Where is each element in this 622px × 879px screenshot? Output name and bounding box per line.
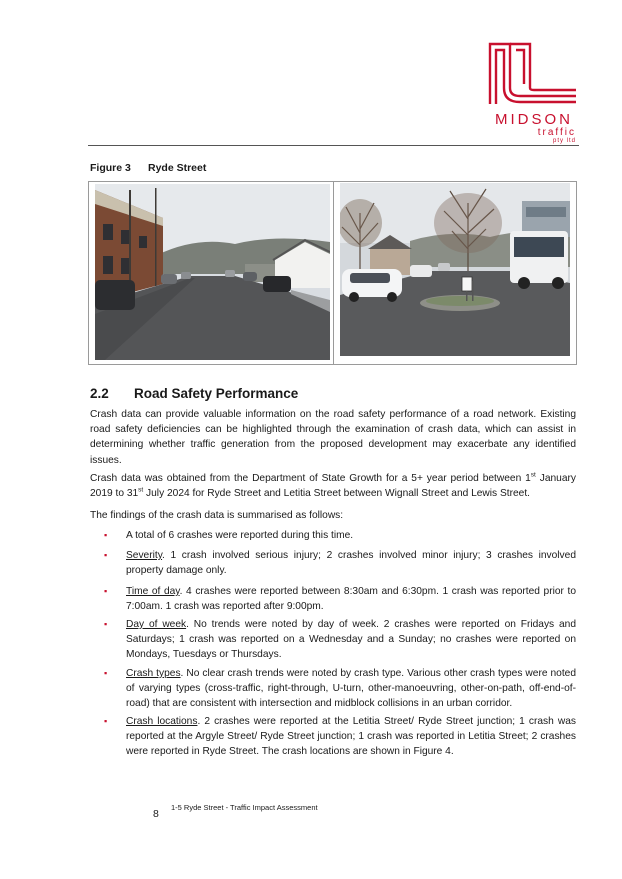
figure-number: Figure 3 <box>90 162 131 174</box>
figure-title: Ryde Street <box>148 162 207 174</box>
logo-wordmark: MIDSON <box>495 111 573 128</box>
bullet-text: . 4 crashes were reported between 8:30am and 6:30pm. 1 crash was reported prior to 7:00am. 1 crash was reported after 9:00pm. <box>126 586 576 613</box>
figure-divider <box>333 181 334 365</box>
bullet-crash-types <box>126 666 576 712</box>
superscript-st-1: st <box>530 471 536 479</box>
logo-subtitle: traffic <box>537 127 576 138</box>
traffic-island-photo <box>340 183 570 356</box>
bullet-total <box>126 528 576 543</box>
paragraph-findings-intro: The findings of the crash data is summarised as follows: <box>90 510 344 521</box>
street-view-photo <box>95 184 330 360</box>
bullet-text: . No clear crash trends were noted by crash type. Various other crash types were noted of varying types (cross-traffic, right-through, U-turn, other-manoeuvring, other-on-path, off-end-of-road) that are consistent with intersection and midblock collisions in an urban corridor. <box>126 668 577 710</box>
bullet-marker: ▪ <box>104 586 108 596</box>
header-rule <box>88 145 579 146</box>
bullet-day-of-week <box>126 617 576 663</box>
section-number: 2.2 <box>90 386 109 401</box>
bullet-marker: ▪ <box>104 668 108 678</box>
paragraph-intro: Crash data can provide valuable information on the road safety performance of a road network. Existing road safety deficiencies can be highlighted through the examination of crash data, which can assist in determining whether traffic generation from the proposed development may exacerbate any identified issues. <box>90 409 576 466</box>
bullet-lead: Severity <box>126 550 163 561</box>
bullet-text: . 1 crash involved serious injury; 2 crashes involved minor injury; 3 crashes involved property damage only. <box>126 550 576 577</box>
bullet-marker: ▪ <box>104 530 108 540</box>
page-number: 8 <box>153 808 159 820</box>
paragraph-data-source <box>90 471 576 501</box>
paragraph-data-source-b: January 2019 to 31 <box>90 473 576 500</box>
bullet-text: . No trends were noted by day of week. 2 crashes were reported on Fridays and Saturdays; 1 crash was reported on a Wednesday and a Sunday; no crashes were reported on Mondays, Tuesdays or Thursdays. <box>126 619 576 661</box>
bullet-text: . 2 crashes were reported at the Letitia Street/ Ryde Street junction; 1 crash was reported at the Argyle Street/ Ryde Street junction; 1 crash was reported in Letitia Street; 2 crashes were reported in Ryde Street. The crash locations are shown in Figure 4. <box>126 716 576 758</box>
bullet-crash-locations <box>126 714 576 760</box>
bullet-text: A total of 6 crashes were reported during this time. <box>126 530 354 541</box>
bullet-marker: ▪ <box>104 619 108 629</box>
bullet-lead: Crash types <box>126 668 181 679</box>
logo-pty: pty ltd <box>552 138 576 144</box>
bullet-time-of-day <box>126 584 576 614</box>
paragraph-data-source-a: Crash data was obtained from the Department of State Growth for a 5+ year period between 1 <box>90 473 531 484</box>
bullet-lead: Day of week <box>126 619 187 630</box>
section-title: Road Safety Performance <box>134 386 299 401</box>
superscript-st-2: st <box>138 486 144 494</box>
bullet-marker: ▪ <box>104 550 108 560</box>
footer-document-title: 1-5 Ryde Street - Traffic Impact Assessment <box>171 803 318 812</box>
paragraph-data-source-c: July 2024 for Ryde Street and Letitia Street between Wignall Street and Lewis Street. <box>143 488 530 500</box>
bullet-marker: ▪ <box>104 716 108 726</box>
bullet-lead: Crash locations <box>126 716 198 727</box>
bullet-lead: Time of day <box>126 586 180 597</box>
bullet-severity <box>126 548 576 578</box>
